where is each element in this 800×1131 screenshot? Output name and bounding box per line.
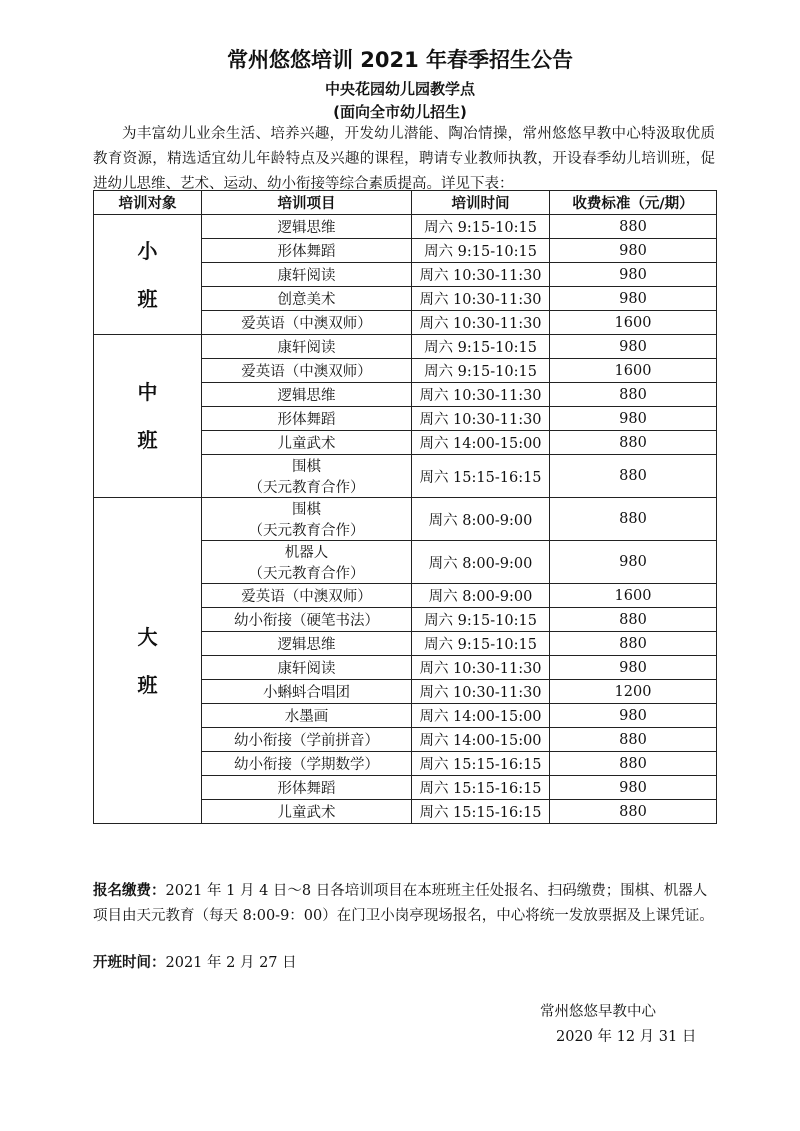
course-name: 形体舞蹈 [277,412,336,428]
course-name: 儿童武术 [277,805,336,821]
course-cell [202,455,412,498]
course-name: 康轩阅读 [277,340,336,356]
time-cell: 周六 9:15-10:15 [412,335,550,359]
time-cell: 周六 9:15-10:15 [412,239,550,263]
fee-cell: 980 [550,656,717,680]
course-cell [202,800,412,824]
time-cell: 周六 10:30-11:30 [412,263,550,287]
course-cell [202,584,412,608]
time-cell: 周六 15:15-16:15 [412,776,550,800]
time-cell: 周六 10:30-11:30 [412,287,550,311]
header-fee: 收费标准（元/期） [550,191,717,215]
course-cell [202,498,412,541]
fee-cell: 880 [550,632,717,656]
course-name: 爱英语（中澳双师） [241,589,372,605]
audience-note: (面向全市幼儿招生) [333,103,467,121]
course-cell [202,239,412,263]
course-name: 儿童武术 [277,436,336,452]
table-row [94,215,717,239]
registration-label: 报名缴费： [93,883,166,899]
course-name: 幼小衔接（学期数学） [234,757,379,773]
table-row [94,335,717,359]
start-date: 2021 年 2 月 27 日 [165,955,297,971]
course-name: 机器人 [284,545,329,561]
course-cell [202,656,412,680]
start-section [93,951,715,976]
course-name: 康轩阅读 [277,661,336,677]
page-subtitle: 中央花园幼儿园教学点 [324,80,475,98]
fee-cell: 1600 [550,359,717,383]
course-name: 水墨画 [284,709,329,725]
fee-cell: 980 [550,287,717,311]
fee-cell: 980 [550,776,717,800]
course-name: 爱英语（中澳双师） [241,316,372,332]
fee-cell: 880 [550,215,717,239]
group-label [94,215,202,335]
fee-cell: 980 [550,239,717,263]
time-cell: 周六 8:00-9:00 [412,498,550,541]
time-cell: 周六 15:15-16:15 [412,800,550,824]
time-cell: 周六 10:30-11:30 [412,680,550,704]
course-name: 幼小衔接（硬笔书法） [234,613,379,629]
time-cell: 周六 10:30-11:30 [412,383,550,407]
time-cell: 周六 9:15-10:15 [412,608,550,632]
course-name: 逻辑思维 [277,637,336,653]
course-partner: （天元教育合作） [248,566,365,582]
group-label-char-1: 小 [137,238,158,263]
course-cell [202,632,412,656]
course-cell [202,680,412,704]
time-cell: 周六 15:15-16:15 [412,455,550,498]
course-name: 幼小衔接（学前拼音） [234,733,379,749]
fee-cell: 1200 [550,680,717,704]
time-cell: 周六 10:30-11:30 [412,656,550,680]
group-label-char-2: 班 [137,672,158,697]
table-row [94,498,717,541]
fee-cell: 880 [550,800,717,824]
course-cell [202,608,412,632]
header-time: 培训时间 [412,191,550,215]
group-label-char-2: 班 [137,286,158,311]
course-cell [202,335,412,359]
fee-cell: 880 [550,431,717,455]
course-name: 小蝌蚪合唱团 [263,685,350,701]
course-cell [202,704,412,728]
group-label-char-2: 班 [137,428,158,452]
registration-section [93,879,715,929]
group-label-char-1: 大 [137,624,158,649]
course-name: 围棋 [292,459,321,475]
time-cell: 周六 9:15-10:15 [412,359,550,383]
fee-cell: 980 [550,541,717,584]
course-cell [202,383,412,407]
fee-cell: 880 [550,383,717,407]
course-cell [202,431,412,455]
fee-cell: 980 [550,704,717,728]
course-cell [202,752,412,776]
course-name: 康轩阅读 [277,268,336,284]
course-cell [202,263,412,287]
course-partner: （天元教育合作） [248,480,365,496]
fee-cell: 980 [550,335,717,359]
time-cell: 周六 8:00-9:00 [412,584,550,608]
registration-text: 2021 年 1 月 4 日～8 日各培训项目在本班班主任处报名、扫码缴费；围棋、机器人项目由天元教育（每天 8:00-9：00）在门卫小岗亭现场报名，中心将统一发放票据及上课凭证。 [93,883,714,924]
time-cell: 周六 14:00-15:00 [412,704,550,728]
course-cell [202,287,412,311]
course-cell [202,728,412,752]
course-name: 形体舞蹈 [277,781,336,797]
fee-cell: 1600 [550,311,717,335]
course-name: 形体舞蹈 [277,244,336,260]
fee-cell: 880 [550,752,717,776]
course-cell [202,215,412,239]
course-name: 创意美术 [277,292,336,308]
course-cell [202,541,412,584]
schedule-body [94,215,717,824]
start-label: 开班时间： [93,955,166,971]
time-cell: 周六 14:00-15:00 [412,728,550,752]
group-label [94,335,202,498]
signature-org: 常州悠悠早教中心 [540,1004,656,1020]
fee-cell: 980 [550,407,717,431]
table-header-row [94,191,717,215]
course-cell [202,359,412,383]
fee-cell: 1600 [550,584,717,608]
time-cell: 周六 10:30-11:30 [412,407,550,431]
course-name: 爱英语（中澳双师） [241,364,372,380]
time-cell: 周六 9:15-10:15 [412,632,550,656]
fee-cell: 880 [550,728,717,752]
signature-date: 2020 年 12 月 31 日 [556,1029,697,1045]
course-cell [202,407,412,431]
time-cell: 周六 8:00-9:00 [412,541,550,584]
course-partner: （天元教育合作） [248,523,365,539]
course-name: 围棋 [292,502,321,518]
intro-paragraph: 为丰富幼儿业余生活、培养兴趣，开发幼儿潜能、陶冶情操，常州悠悠早教中心特汲取优质教育资源，精选适宜幼儿年龄特点及兴趣的课程，聘请专业教师执教，开设春季幼儿培训班，促进幼儿思维、艺术、运动、幼小衔接等综合素质提高。详见下表： [93,126,715,192]
course-name: 逻辑思维 [277,388,336,404]
group-label [94,498,202,824]
fee-cell: 980 [550,263,717,287]
page-title: 常州悠悠培训 2021 年春季招生公告 [226,48,574,72]
schedule-table [93,190,717,824]
group-label-char-1: 中 [137,380,158,404]
fee-cell: 880 [550,455,717,498]
time-cell: 周六 10:30-11:30 [412,311,550,335]
header-course: 培训项目 [202,191,412,215]
fee-cell: 880 [550,498,717,541]
fee-cell: 880 [550,608,717,632]
header-target: 培训对象 [94,191,202,215]
course-name: 逻辑思维 [277,220,336,236]
time-cell: 周六 15:15-16:15 [412,752,550,776]
time-cell: 周六 9:15-10:15 [412,215,550,239]
time-cell: 周六 14:00-15:00 [412,431,550,455]
course-cell [202,311,412,335]
course-cell [202,776,412,800]
